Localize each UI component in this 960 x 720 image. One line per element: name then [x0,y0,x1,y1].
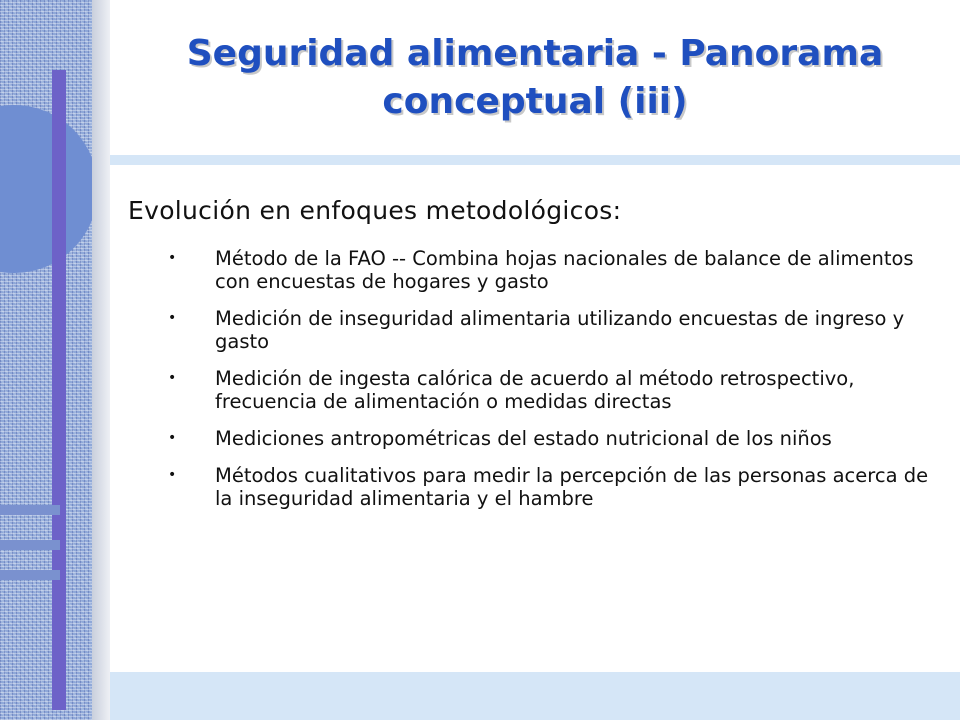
decorative-horizontal-bar [0,540,60,550]
title-underline-band [110,155,960,165]
list-item [168,247,938,293]
list-item [168,307,938,353]
bullet-icon: • [168,310,177,326]
bullet-text: Medición de inseguridad alimentaria utilizando encuestas de ingreso y gasto [215,307,905,353]
footer-band [110,672,960,720]
decorative-horizontal-bar [0,570,60,580]
bullet-text: Método de la FAO -- Combina hojas nacionales de balance de alimentos con encuestas de hogares y gasto [215,247,914,293]
intro-heading: Evolución en enfoques metodológicos: [128,196,622,225]
bullet-icon: • [168,467,177,483]
decorative-horizontal-bar [0,505,60,515]
bullet-icon: • [168,370,177,386]
bullet-icon: • [168,250,177,266]
slide-title [110,30,960,126]
list-item [168,427,938,450]
bullet-text: Mediciones antropométricas del estado nutricional de los niños [215,427,832,450]
bullet-text: Medición de ingesta calórica de acuerdo al método retrospectivo, frecuencia de alimentación o medidas directas [215,367,855,413]
bullet-list [168,247,938,524]
bullet-text: Métodos cualitativos para medir la percepción de las personas acerca de la inseguridad alimentaria y el hambre [215,464,929,510]
slide-title-line-1: Seguridad alimentaria - Panorama [186,33,884,74]
decorative-vertical-bar [52,70,66,710]
list-item [168,367,938,413]
list-item [168,464,938,510]
bullet-icon: • [168,430,177,446]
slide-title-line-2: conceptual (iii) [382,81,688,122]
decorative-strip-shadow [92,0,110,720]
